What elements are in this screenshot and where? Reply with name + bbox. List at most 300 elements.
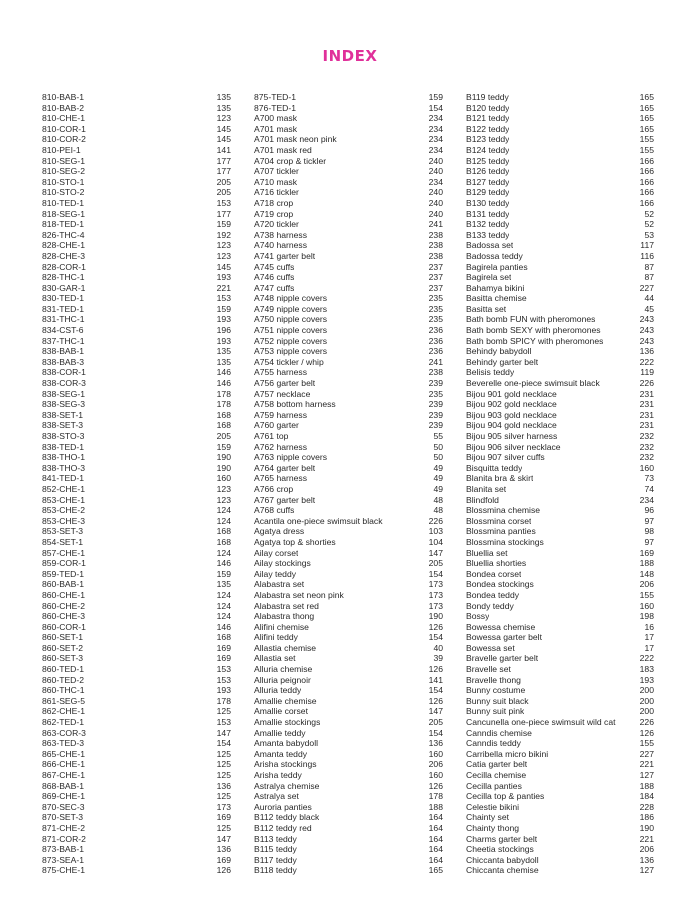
entry-page-number: 40 xyxy=(433,642,443,653)
entry-name: 875-TED-1 xyxy=(254,92,297,102)
entry-name: B115 teddy xyxy=(254,844,297,855)
index-entry xyxy=(254,325,443,336)
index-entry xyxy=(42,664,231,675)
index-entry xyxy=(466,685,654,696)
index-entry xyxy=(466,113,654,124)
index-entry xyxy=(466,410,654,421)
entry-name: B127 teddy xyxy=(466,176,510,187)
entry-page-number: 117 xyxy=(640,240,654,251)
entry-name: 838-THO-3 xyxy=(42,462,85,473)
entry-page-number: 48 xyxy=(433,505,443,516)
entry-name: B123 teddy xyxy=(466,134,510,145)
index-entry xyxy=(254,378,443,389)
entry-name: Cheetia stockings xyxy=(466,844,534,855)
index-entry xyxy=(254,431,443,442)
entry-name: B130 teddy xyxy=(466,197,510,208)
entry-name: Bath bomb SEXY with pheromones xyxy=(466,325,601,336)
index-entry xyxy=(42,325,231,336)
entry-page-number: 155 xyxy=(639,738,654,749)
entry-page-number: 240 xyxy=(428,208,443,219)
index-entry xyxy=(254,304,443,315)
index-entry xyxy=(254,706,443,717)
entry-page-number: 241 xyxy=(428,356,443,367)
index-entry xyxy=(42,124,231,135)
index-entry xyxy=(466,262,654,273)
entry-name: 810-CHE-1 xyxy=(42,113,85,124)
entry-page-number: 125 xyxy=(216,822,231,833)
index-entry xyxy=(254,611,443,622)
index-entry xyxy=(254,791,443,802)
index-entry xyxy=(466,548,654,559)
entry-name: 810-COR-1 xyxy=(42,123,86,134)
entry-name: Agatya dress xyxy=(254,526,305,537)
entry-name: 860-CHE-2 xyxy=(42,600,85,611)
entry-page-number: 126 xyxy=(428,695,443,706)
entry-name: A767 garter belt xyxy=(254,494,316,505)
entry-name: 860-TED-2 xyxy=(42,674,85,685)
entry-page-number: 119 xyxy=(640,367,654,378)
index-entry xyxy=(254,156,443,167)
entry-name: Chiccanta babydoll xyxy=(466,854,539,865)
entry-name: Cancunella one-piece swimsuit wild cat xyxy=(466,717,616,728)
entry-page-number: 160 xyxy=(639,462,654,473)
entry-page-number: 190 xyxy=(216,452,231,463)
entry-page-number: 153 xyxy=(216,664,231,675)
entry-name: 831-TED-1 xyxy=(42,303,85,314)
index-entry xyxy=(466,601,654,612)
entry-page-number: 164 xyxy=(428,833,443,844)
entry-page-number: 238 xyxy=(428,367,443,378)
entry-page-number: 104 xyxy=(428,536,443,547)
entry-name: Bagirela panties xyxy=(466,261,528,272)
index-entry xyxy=(254,759,443,770)
entry-name: Bravelle thong xyxy=(466,674,521,685)
index-entry xyxy=(254,272,443,283)
entry-page-number: 97 xyxy=(644,536,654,547)
entry-page-number: 177 xyxy=(216,155,231,166)
index-entry xyxy=(466,738,654,749)
index-entry xyxy=(466,219,654,230)
index-entry xyxy=(42,738,231,749)
entry-name: Alabastra thong xyxy=(254,611,315,622)
index-entry xyxy=(254,336,443,347)
entry-name: 853-CHE-3 xyxy=(42,515,85,526)
index-entry xyxy=(466,399,654,410)
entry-name: Bunny suit pink xyxy=(466,706,525,717)
entry-page-number: 125 xyxy=(216,770,231,780)
index-entry xyxy=(466,770,654,781)
index-entry xyxy=(254,230,443,241)
entry-page-number: 154 xyxy=(216,738,231,749)
entry-page-number: 124 xyxy=(216,589,231,600)
entry-name: Alluria teddy xyxy=(254,685,302,696)
entry-page-number: 164 xyxy=(428,854,443,865)
entry-page-number: 232 xyxy=(639,441,654,452)
index-entry xyxy=(254,653,443,664)
entry-page-number: 159 xyxy=(216,303,231,314)
entry-page-number: 168 xyxy=(216,526,231,537)
entry-page-number: 135 xyxy=(216,579,231,590)
entry-name: Alifini chemise xyxy=(254,621,309,632)
entry-name: A753 nipple covers xyxy=(254,346,328,357)
entry-name: 868-BAB-1 xyxy=(42,780,85,791)
entry-page-number: 173 xyxy=(216,801,231,812)
entry-name: 838-THO-1 xyxy=(42,452,85,463)
index-entry xyxy=(254,262,443,273)
index-entry xyxy=(42,336,231,347)
entry-page-number: 188 xyxy=(639,780,654,791)
entry-name: A747 cuffs xyxy=(254,282,295,293)
entry-name: 826-THC-4 xyxy=(42,229,85,240)
entry-page-number: 16 xyxy=(644,621,654,632)
entry-name: 838-STO-3 xyxy=(42,431,85,441)
index-entry xyxy=(254,590,443,601)
index-entry xyxy=(42,177,231,188)
index-entry xyxy=(466,590,654,601)
entry-name: A765 harness xyxy=(254,473,308,484)
entry-name: Amanta babydoll xyxy=(254,738,319,749)
index-entry xyxy=(254,410,443,421)
entry-name: A719 crop xyxy=(254,208,294,219)
entry-page-number: 154 xyxy=(428,727,443,738)
entry-page-number: 124 xyxy=(216,515,231,526)
index-entry xyxy=(466,643,654,654)
entry-page-number: 97 xyxy=(644,515,654,526)
index-entry xyxy=(254,463,443,474)
entry-name: Ailay corset xyxy=(254,547,299,558)
entry-page-number: 226 xyxy=(428,515,443,526)
index-entry xyxy=(42,378,231,389)
index-entry xyxy=(466,251,654,262)
entry-name: 860-SET-3 xyxy=(42,653,84,664)
entry-page-number: 168 xyxy=(216,632,231,643)
entry-page-number: 183 xyxy=(639,664,654,675)
entry-name: Bijou 901 gold necklace xyxy=(466,388,557,399)
entry-name: Chiccanta chemise xyxy=(466,865,539,876)
entry-page-number: 141 xyxy=(428,674,443,685)
entry-name: A746 cuffs xyxy=(254,272,295,283)
entry-name: A758 bottom harness xyxy=(254,399,336,410)
index-entry xyxy=(254,601,443,612)
entry-name: 869-CHE-1 xyxy=(42,791,85,802)
entry-page-number: 184 xyxy=(639,791,654,802)
index-entry xyxy=(254,92,443,103)
entry-name: 831-THC-1 xyxy=(42,314,85,325)
entry-page-number: 231 xyxy=(639,409,654,420)
entry-name: A764 garter belt xyxy=(254,462,316,473)
index-entry xyxy=(254,473,443,484)
index-column-3 xyxy=(466,92,654,876)
entry-page-number: 240 xyxy=(428,187,443,198)
entry-page-number: 126 xyxy=(428,664,443,675)
entry-page-number: 192 xyxy=(216,229,231,240)
index-entry xyxy=(42,156,231,167)
index-entry xyxy=(42,134,231,145)
entry-page-number: 169 xyxy=(216,812,231,823)
entry-page-number: 169 xyxy=(639,547,654,558)
entry-name: Beverelle one-piece swimsuit black xyxy=(466,378,600,389)
entry-name: 870-SET-3 xyxy=(42,812,84,823)
index-entry xyxy=(254,219,443,230)
entry-name: B120 teddy xyxy=(466,102,510,113)
index-entry xyxy=(466,92,654,103)
entry-page-number: 241 xyxy=(428,219,443,230)
index-entry xyxy=(42,367,231,378)
entry-name: Astralya chemise xyxy=(254,780,320,791)
index-entry xyxy=(42,420,231,431)
entry-name: 876-TED-1 xyxy=(254,102,297,113)
index-entry xyxy=(42,484,231,495)
index-entry xyxy=(254,283,443,294)
entry-page-number: 145 xyxy=(216,123,231,134)
entry-name: Bluellia set xyxy=(466,547,508,558)
entry-name: B112 teddy black xyxy=(254,812,320,823)
entry-name: 870-SEC-3 xyxy=(42,801,85,812)
entry-page-number: 136 xyxy=(639,854,654,865)
entry-name: Blanita set xyxy=(466,483,507,494)
entry-name: B119 teddy xyxy=(466,92,509,102)
index-entry xyxy=(254,495,443,506)
entry-name: Bijou 903 gold necklace xyxy=(466,409,557,420)
entry-name: Basitta chemise xyxy=(466,293,527,304)
entry-page-number: 125 xyxy=(216,759,231,770)
index-entry xyxy=(466,505,654,516)
entry-name: 873-SEA-1 xyxy=(42,854,85,865)
entry-page-number: 148 xyxy=(639,568,654,579)
entry-page-number: 48 xyxy=(433,494,443,505)
index-entry xyxy=(254,855,443,866)
entry-name: 810-TED-1 xyxy=(42,197,85,208)
entry-page-number: 236 xyxy=(428,346,443,357)
entry-name: Bath bomb SPICY with pheromones xyxy=(466,335,604,346)
entry-name: A768 cuffs xyxy=(254,505,295,516)
entry-name: Cecilla top & panties xyxy=(466,791,545,802)
entry-page-number: 39 xyxy=(433,653,443,664)
index-entry xyxy=(466,283,654,294)
entry-name: A756 garter belt xyxy=(254,378,316,389)
entry-page-number: 124 xyxy=(216,547,231,558)
entry-name: 861-SEG-5 xyxy=(42,695,85,706)
entry-name: Bravelle set xyxy=(466,664,511,675)
entry-name: Amallie teddy xyxy=(254,727,306,738)
entry-page-number: 123 xyxy=(216,240,231,251)
entry-page-number: 196 xyxy=(216,325,231,336)
entry-page-number: 173 xyxy=(428,589,443,600)
entry-page-number: 50 xyxy=(433,452,443,463)
index-entry xyxy=(466,664,654,675)
index-column-2 xyxy=(254,92,443,876)
entry-name: A745 cuffs xyxy=(254,261,295,272)
entry-name: Blindfold xyxy=(466,494,499,505)
index-entry xyxy=(42,442,231,453)
index-entry xyxy=(42,558,231,569)
index-entry xyxy=(42,696,231,707)
entry-page-number: 159 xyxy=(216,568,231,579)
entry-page-number: 239 xyxy=(428,399,443,410)
index-entry xyxy=(42,770,231,781)
index-entry xyxy=(42,643,231,654)
entry-page-number: 235 xyxy=(428,293,443,304)
entry-page-number: 154 xyxy=(428,568,443,579)
index-entry xyxy=(466,166,654,177)
entry-name: 860-TED-1 xyxy=(42,664,85,675)
entry-name: Cecilla panties xyxy=(466,780,522,791)
entry-page-number: 198 xyxy=(639,611,654,622)
entry-page-number: 178 xyxy=(216,695,231,706)
entry-name: Bahamya bikini xyxy=(466,282,525,293)
entry-page-number: 193 xyxy=(216,314,231,325)
index-entry xyxy=(254,113,443,124)
index-entry xyxy=(42,526,231,537)
index-entry xyxy=(466,495,654,506)
entry-page-number: 234 xyxy=(428,134,443,145)
entry-page-number: 55 xyxy=(433,431,443,441)
entry-name: Basitta set xyxy=(466,303,507,314)
index-entry xyxy=(466,855,654,866)
index-entry xyxy=(42,569,231,580)
index-entry xyxy=(466,230,654,241)
entry-name: Alabastra set red xyxy=(254,600,319,611)
index-entry xyxy=(42,781,231,792)
entry-page-number: 45 xyxy=(644,303,654,314)
entry-name: Bossy xyxy=(466,611,490,622)
entry-name: Celestie bikini xyxy=(466,801,520,812)
index-entry xyxy=(466,611,654,622)
entry-page-number: 124 xyxy=(216,600,231,611)
index-entry xyxy=(42,262,231,273)
index-entry xyxy=(466,198,654,209)
entry-page-number: 190 xyxy=(639,822,654,833)
entry-name: B133 teddy xyxy=(466,229,510,240)
entry-name: Acantila one-piece swimsuit black xyxy=(254,515,383,526)
entry-name: A718 crop xyxy=(254,197,294,208)
index-entry xyxy=(42,717,231,728)
entry-page-number: 136 xyxy=(216,844,231,855)
index-entry xyxy=(466,844,654,855)
entry-name: 828-COR-1 xyxy=(42,261,86,272)
index-entry xyxy=(254,452,443,463)
entry-page-number: 234 xyxy=(428,144,443,155)
entry-page-number: 240 xyxy=(428,166,443,177)
entry-name: A701 mask red xyxy=(254,144,312,155)
entry-name: A760 garter xyxy=(254,420,299,431)
index-entry xyxy=(254,802,443,813)
index-entry xyxy=(42,865,231,876)
index-entry xyxy=(466,791,654,802)
entry-name: Canndis teddy xyxy=(466,738,521,749)
index-entry xyxy=(42,855,231,866)
entry-name: Bondea stockings xyxy=(466,579,534,590)
entry-name: B113 teddy xyxy=(254,833,297,844)
entry-page-number: 169 xyxy=(216,642,231,653)
entry-name: Behindy babydoll xyxy=(466,346,532,357)
index-entry xyxy=(254,823,443,834)
entry-page-number: 160 xyxy=(428,748,443,759)
entry-name: A763 nipple covers xyxy=(254,452,328,463)
index-entry xyxy=(42,240,231,251)
index-entry xyxy=(254,484,443,495)
entry-page-number: 153 xyxy=(216,197,231,208)
entry-name: B132 teddy xyxy=(466,219,510,230)
entry-name: 837-THC-1 xyxy=(42,335,85,346)
entry-name: 853-CHE-2 xyxy=(42,505,85,516)
index-entry xyxy=(42,198,231,209)
entry-name: 818-TED-1 xyxy=(42,219,85,230)
entry-page-number: 136 xyxy=(216,780,231,791)
entry-page-number: 234 xyxy=(639,494,654,505)
index-entry xyxy=(254,569,443,580)
entry-page-number: 226 xyxy=(639,717,654,728)
entry-name: 828-THC-1 xyxy=(42,272,85,283)
entry-name: 863-TED-3 xyxy=(42,738,85,749)
index-entry xyxy=(42,601,231,612)
entry-name: A701 mask xyxy=(254,123,297,134)
entry-name: A761 top xyxy=(254,431,289,441)
entry-page-number: 52 xyxy=(644,219,654,230)
index-entry xyxy=(254,696,443,707)
entry-page-number: 116 xyxy=(640,250,654,261)
index-entry xyxy=(466,452,654,463)
index-entry xyxy=(42,314,231,325)
index-entry xyxy=(254,177,443,188)
entry-page-number: 205 xyxy=(428,717,443,728)
entry-name: Bondy teddy xyxy=(466,600,514,611)
entry-name: 838-TED-1 xyxy=(42,441,85,452)
entry-name: 860-CHE-3 xyxy=(42,611,85,622)
index-entry xyxy=(466,537,654,548)
entry-name: B126 teddy xyxy=(466,166,510,177)
index-entry xyxy=(466,103,654,114)
entry-name: 810-BAB-2 xyxy=(42,102,85,113)
entry-page-number: 126 xyxy=(428,780,443,791)
entry-page-number: 200 xyxy=(639,695,654,706)
index-entry xyxy=(42,103,231,114)
index-entry xyxy=(42,272,231,283)
index-entry xyxy=(466,696,654,707)
entry-page-number: 206 xyxy=(639,844,654,855)
index-entry xyxy=(466,706,654,717)
entry-name: 871-CHE-2 xyxy=(42,822,85,833)
entry-page-number: 135 xyxy=(216,356,231,367)
index-entry xyxy=(254,198,443,209)
entry-page-number: 147 xyxy=(428,706,443,717)
entry-name: B125 teddy xyxy=(466,155,510,166)
index-entry xyxy=(42,823,231,834)
entry-name: A741 garter belt xyxy=(254,250,316,261)
entry-page-number: 166 xyxy=(639,176,654,187)
index-entry xyxy=(254,675,443,686)
entry-page-number: 136 xyxy=(639,346,654,357)
index-entry xyxy=(466,812,654,823)
entry-name: 854-SET-1 xyxy=(42,536,84,547)
entry-page-number: 165 xyxy=(428,865,443,876)
index-entry xyxy=(466,156,654,167)
index-entry xyxy=(254,622,443,633)
entry-page-number: 222 xyxy=(639,653,654,664)
index-entry xyxy=(254,781,443,792)
entry-page-number: 178 xyxy=(216,388,231,399)
entry-name: Catia garter belt xyxy=(466,759,528,770)
index-entry xyxy=(42,579,231,590)
index-entry xyxy=(466,781,654,792)
index-entry xyxy=(254,738,443,749)
index-entry xyxy=(466,865,654,876)
entry-page-number: 164 xyxy=(428,822,443,833)
entry-page-number: 87 xyxy=(644,261,654,272)
index-entry xyxy=(466,325,654,336)
entry-page-number: 160 xyxy=(216,473,231,484)
index-entry xyxy=(254,505,443,516)
